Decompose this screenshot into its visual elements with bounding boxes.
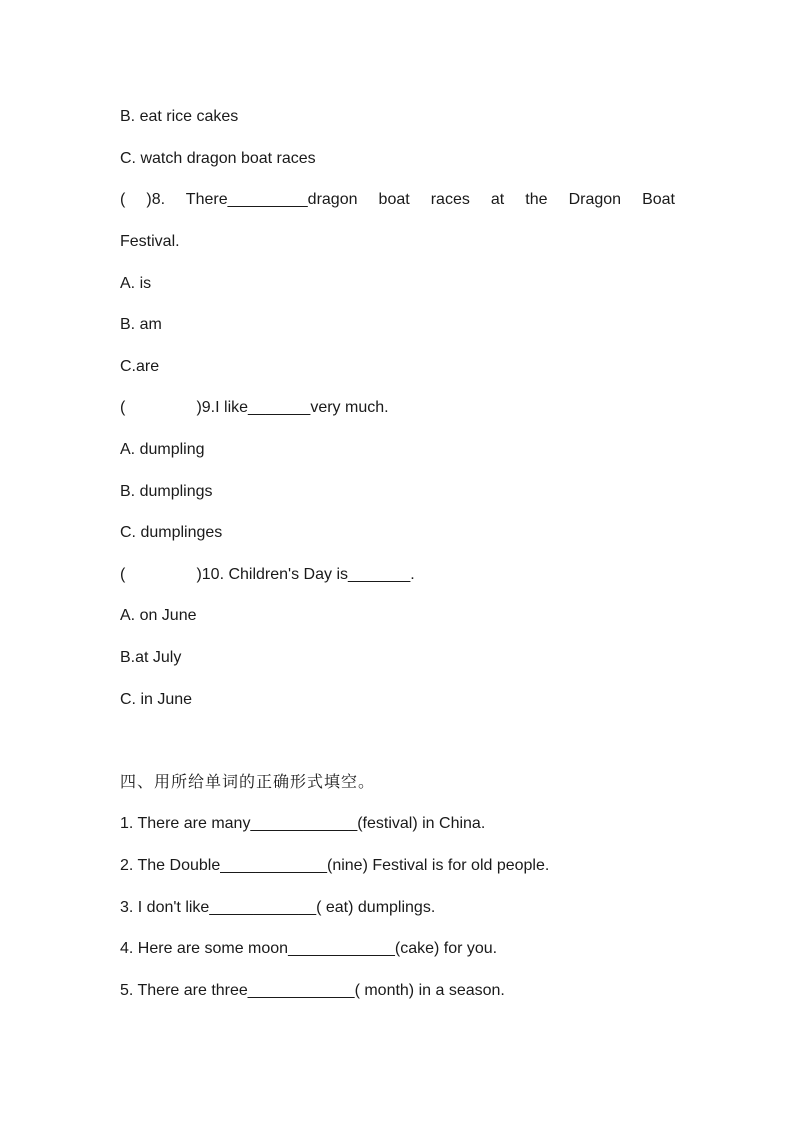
q8-stem-continued: Festival. — [120, 233, 180, 250]
q9-option-b: B. dumplings — [120, 483, 213, 500]
q10-option-b: B.at July — [120, 649, 182, 666]
q9-option-c: C. dumplinges — [120, 524, 223, 541]
q10-stem: ( )10. Children's Day is_______. — [120, 566, 415, 583]
q8-option-a: A. is — [120, 275, 152, 292]
q8-option-c: C.are — [120, 358, 160, 375]
q10-option-c: C. in June — [120, 691, 193, 708]
fill-item: 1. There are many____________(festival) in China. — [120, 815, 486, 832]
fill-item: 2. The Double____________(nine) Festival is for old people. — [120, 857, 550, 874]
q9-option-a: A. dumpling — [120, 441, 205, 458]
q8-option-b: B. am — [120, 316, 162, 333]
q7-option-b: B. eat rice cakes — [120, 108, 239, 125]
fill-item: 3. I don't like____________( eat) dumplings. — [120, 899, 436, 916]
q8-stem: ( )8. There_________dragon boat races at the Dragon Boat — [120, 191, 675, 208]
q10-option-a: A. on June — [120, 607, 197, 624]
fill-item: 4. Here are some moon____________(cake) for you. — [120, 940, 498, 957]
fill-item: 5. There are three____________( month) in a season. — [120, 982, 505, 999]
q7-option-c: C. watch dragon boat races — [120, 150, 316, 167]
q9-stem: ( )9.I like_______very much. — [120, 399, 389, 416]
section-heading: 四、用所给单词的正确形式填空。 — [120, 772, 376, 791]
